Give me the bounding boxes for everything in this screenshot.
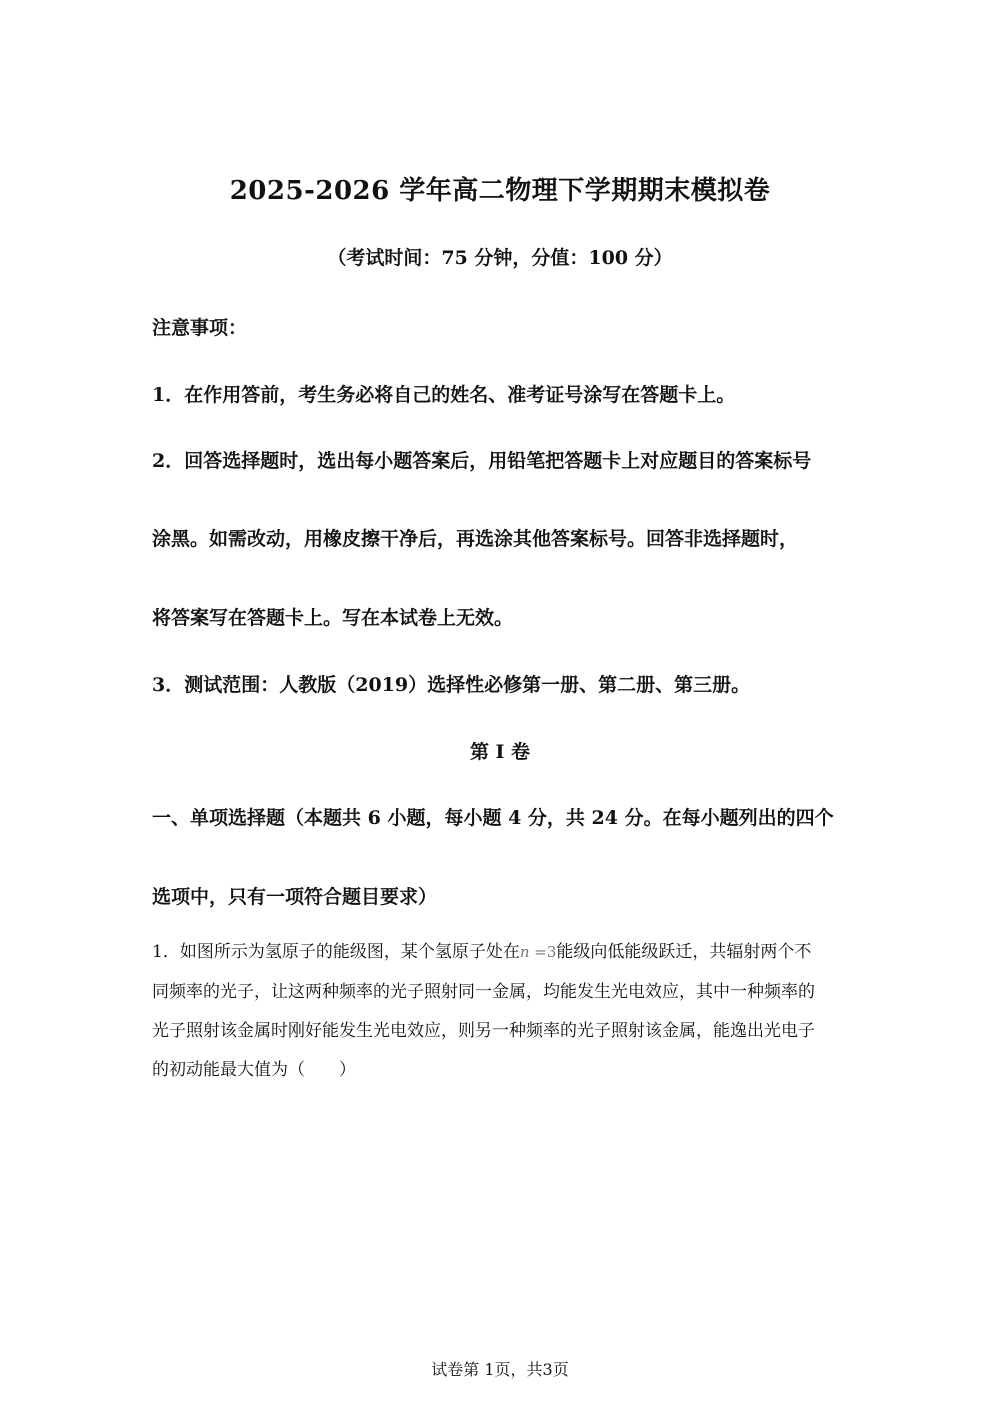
notice-item-1: 1．在作用答前，考生务必将自己的姓名、准考证号涂写在答题卡上。 xyxy=(152,384,736,406)
notice-item-3: 3．测试范围：人教版（2019）选择性必修第一册、第二册、第三册。 xyxy=(152,674,751,696)
question-1-line-3: 光子照射该金属时刚好能发生光电效应，则另一种频率的光子照射该金属，能逸出光电子 xyxy=(152,1021,815,1041)
part-one-heading-line-1: 一、单项选择题（本题共 6 小题，每小题 4 分，共 24 分。在每小题列出的四个 xyxy=(152,807,834,829)
exam-info: （考试时间：75 分钟，分值：100 分） xyxy=(327,247,673,269)
part-one-heading-line-2: 选项中，只有一项符合题目要求） xyxy=(152,886,438,908)
question-1-line-4: 的初动能最大值为（ ） xyxy=(152,1060,356,1080)
page-footer: 试卷第 1页，共3页 xyxy=(431,1360,569,1379)
question-1-line-1 xyxy=(152,937,811,962)
question-1-text-before: 1．如图所示为氢原子的能级图，某个氢原子处在 xyxy=(152,942,520,962)
notice-item-2-line-1: 2．回答选择题时，选出每小题答案后，用铅笔把答题卡上对应题目的答案标号 xyxy=(152,450,812,472)
question-1-line-2: 同频率的光子，让这两种频率的光子照射同一金属，均能发生光电效应，其中一种频率的 xyxy=(152,982,815,1002)
notice-item-2-line-3: 将答案写在答题卡上。写在本试卷上无效。 xyxy=(152,607,514,629)
page-title: 2025-2026 学年高二物理下学期期末模拟卷 xyxy=(229,176,771,206)
question-1-text-after: 能级向低能级跃迁，共辐射两个不 xyxy=(556,942,812,962)
math-equals-value: =3 xyxy=(529,943,557,961)
section-title: 第 I 卷 xyxy=(469,741,531,763)
notice-item-2-line-2: 涂黑。如需改动，用橡皮擦干净后，再选涂其他答案标号。回答非选择题时， xyxy=(152,528,799,550)
notice-heading: 注意事项： xyxy=(152,317,248,339)
math-variable-n: n xyxy=(519,943,530,961)
